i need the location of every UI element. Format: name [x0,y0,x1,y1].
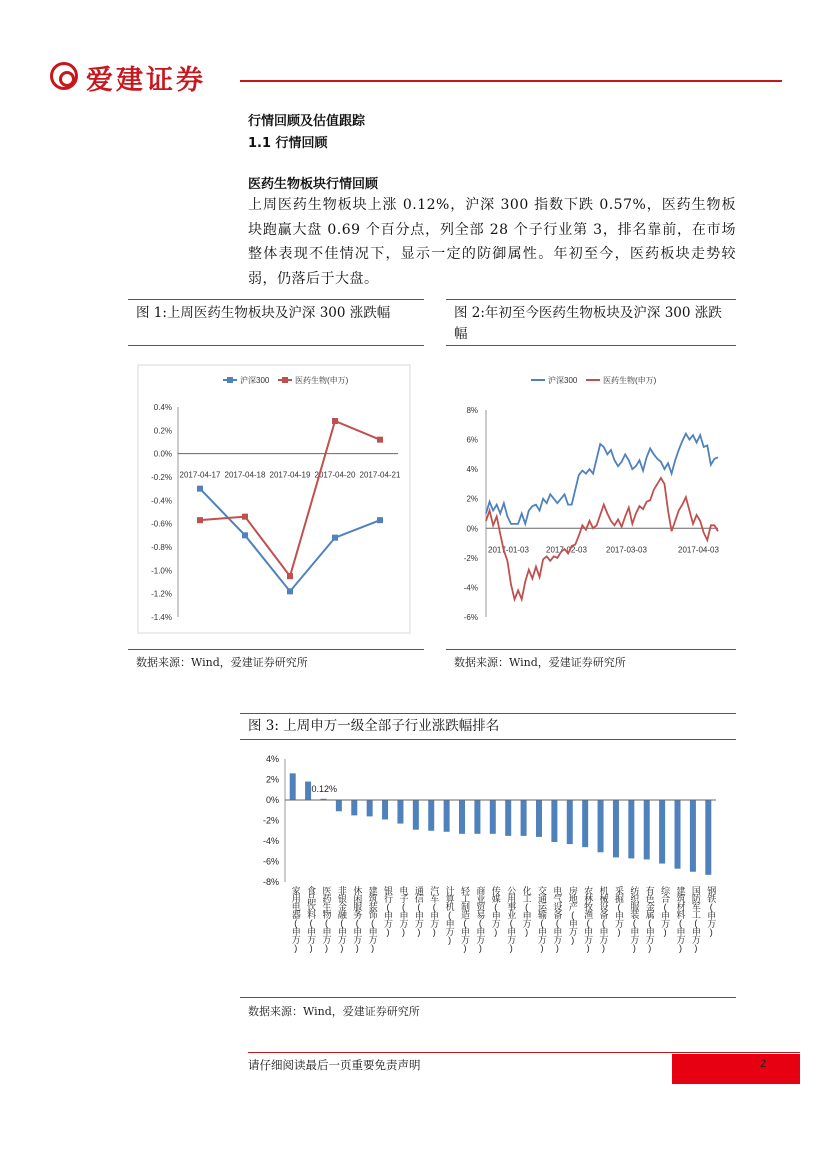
chart1-point [332,418,338,424]
chart1-frame [138,365,410,633]
chart3-bar [675,800,681,869]
chart1-ytick: 0.4% [153,403,172,412]
chart2-ytick: 8% [466,406,478,415]
chart1-point [377,437,383,443]
chart1-point [377,517,383,523]
fig1-src-rule [128,649,424,650]
footer-red-block [672,1054,800,1084]
chart1-xtick: 2017-04-19 [269,470,311,480]
chart3-ytick: 0% [265,795,279,805]
chart3-category-label: 公用事业(申万) [506,886,517,952]
chart3-category-label: 传媒(申万) [490,886,501,936]
chart3-category-label: 轻工制造(申万) [460,886,471,952]
chart3-ytick: -4% [262,836,279,846]
fig2-title: 图 2:年初至今医药生物板块及沪深 300 涨跌幅 [454,305,722,342]
chart3-category-label: 交通运输(申万) [536,886,547,952]
fig3-bottom-rule [240,739,736,740]
chart1-legend-label: 医药生物(申万) [295,376,349,385]
chart1-xtick: 2017-04-18 [224,470,266,480]
chart1-ytick: -0.8% [151,543,172,552]
logo-text: 爱建证券 [86,65,206,96]
chart3-bar [659,800,665,864]
chart3-bar [459,800,465,834]
chart3-bar [490,800,496,834]
chart3-ytick: -6% [262,856,279,867]
chart3-category-label: 综合(申万) [660,886,671,936]
chart3-bar [690,800,696,872]
chart3-bar [705,800,711,875]
chart1-xtick: 2017-04-20 [314,470,356,480]
chart1-point [197,486,203,492]
chart2-ytick: 0% [466,524,478,534]
chart1-legend-label: 沪深300 [240,376,270,385]
chart1-xtick: 2017-04-21 [359,470,401,480]
chart3-bar [536,800,542,837]
section-heading: 行情回顾及估值跟踪 [248,114,366,129]
header-rule [240,80,782,82]
chart3-ytick: 2% [265,774,279,785]
fig2-top-rule [446,299,736,300]
chart2-legend-label: 医药生物(申万) [603,376,657,385]
chart3-category-label: 家用电器(申万) [290,886,301,952]
chart3-category-label: 食品饮料(申万) [306,886,317,952]
chart3-category-label: 商业贸易(申万) [475,886,486,952]
fig1-top-rule [128,299,424,300]
chart3-category-label: 采掘(申万) [613,886,624,936]
chart3-category-label: 休闲服务(申万) [352,886,363,952]
chart3-category-label: 化工(申万) [521,886,532,936]
chart1-ytick: -0.4% [151,496,172,506]
chart2-ytick: 2% [466,494,478,504]
chart3-category-label: 计算机(申万) [444,886,455,944]
fig2-src-rule [446,649,736,650]
section-subheading: 1.1 行情回顾 [248,136,328,151]
fig3-src-rule [240,997,736,998]
chart3-category-label: 银行(申万) [383,886,394,936]
chart2-ytick: 4% [466,465,478,475]
chart1-point [197,517,203,523]
chart3-category-label: 医药生物(申万) [321,886,332,952]
chart1-legend-marker [282,377,288,383]
chart3-bar [598,800,604,852]
chart2-ytick: -4% [463,583,478,593]
chart2-ytick: -6% [463,613,478,622]
chart2-xtick: 2017-04-03 [678,545,719,555]
chart3-bar [290,773,296,800]
chart3-bar [413,800,419,830]
fig2-source: 数据来源：Wind，爱建证券研究所 [454,656,626,669]
chart3-ytick: -8% [262,877,279,887]
chart3-bar [444,800,450,832]
chart3-ytick: 4% [265,754,279,764]
chart3-bar [505,800,511,836]
chart1-ytick: 0.2% [153,426,172,436]
chart3-category-label: 农林牧渔(申万) [583,886,594,952]
chart3-bar [582,800,588,847]
chart1-point [287,573,293,579]
chart1-ytick: 0.0% [153,449,172,459]
chart1-point [242,514,248,520]
chart1-ytick: -1.4% [151,613,172,622]
chart3-category-label: 通信(申万) [413,886,424,936]
chart3-category-label: 钢铁(申万) [706,886,717,936]
chart-2 [446,355,736,645]
chart3-bar [551,800,557,842]
logo-icon [50,62,78,90]
chart3-category-label: 非银金融(申万) [336,886,347,952]
fig3-title: 图 3: 上周申万一级全部子行业涨跌幅排名 [248,718,500,734]
chart2-legend-label: 沪深300 [548,376,578,385]
fig2-bottom-rule [446,345,736,346]
chart3-bar [613,800,619,857]
chart2-xtick: 2017-03-03 [606,545,647,555]
fig3-top-rule [240,713,736,714]
chart1-point [242,532,248,538]
page-number: 2 [760,1058,767,1070]
chart1-point [332,535,338,541]
chart1-legend-marker [227,377,233,383]
chart3-category-label: 机械设备(申万) [598,886,609,952]
chart3-category-label: 建筑材料(申万) [675,886,686,952]
block-title: 医药生物板块行情回顾 [248,177,379,192]
chart1-xtick: 2017-04-17 [179,470,221,480]
fig1-source: 数据来源：Wind，爱建证券研究所 [136,656,308,669]
chart1-ytick: -0.2% [151,473,172,482]
chart3-bar [474,800,480,834]
chart3-category-label: 电气设备(申万) [552,886,563,952]
chart2-xtick: 2017-01-03 [488,545,529,555]
chart3-bar [382,800,388,819]
paragraph: 上周医药生物板块上涨 0.12%，沪深 300 指数下跌 0.57%，医药生物板块跑赢大盘 0.69 个百分点，列全部 28 个子行业第 3，排名靠前，在市场整体表现不佳情况下，显示一定的防御属性。年初至今，医药板块走势较弱，仍落后于大盘。 [248,197,736,287]
chart1-ytick: -1.0% [151,566,172,576]
chart2-ytick: 6% [466,435,478,445]
chart3-bar [351,800,357,815]
chart-3 [240,745,736,995]
chart3-category-label: 汽车(申万) [429,886,440,936]
chart3-bar [397,800,403,824]
chart1-ytick: -0.6% [151,519,172,529]
chart3-bar [336,800,342,811]
footer-rule [248,1052,800,1053]
chart3-bar [367,800,373,816]
chart1-point [287,588,293,594]
fig1-bottom-rule [128,345,424,346]
chart3-category-label: 有色金属(申万) [644,886,655,952]
fig3-source: 数据来源：Wind，爱建证券研究所 [248,1005,420,1018]
chart2-ytick: -2% [463,553,478,563]
footer-disclaimer: 请仔细阅读最后一页重要免责声明 [248,1058,421,1072]
chart3-category-label: 电子(申万) [398,886,409,936]
chart3-category-label: 纺织服装(申万) [629,886,640,952]
chart3-annotation: 0.12% [311,784,338,794]
chart3-bar [521,800,527,836]
fig1-title: 图 1:上周医药生物板块及沪深 300 涨跌幅 [136,305,391,321]
chart1-ytick: -1.2% [151,589,172,599]
chart3-bar [644,800,650,859]
chart3-category-label: 建筑装饰(申万) [367,886,378,952]
chart3-bar [628,800,634,858]
chart3-ytick: -2% [262,815,279,826]
chart3-bar [428,800,434,831]
chart3-category-label: 国防军工(申万) [690,886,701,952]
chart3-bar [567,800,573,844]
chart2-series-line [486,478,718,599]
chart2-xtick: 2017-02-03 [546,545,587,555]
chart3-category-label: 房地产(申万) [567,886,578,944]
chart-1 [128,355,424,645]
chart3-bar [305,782,311,800]
